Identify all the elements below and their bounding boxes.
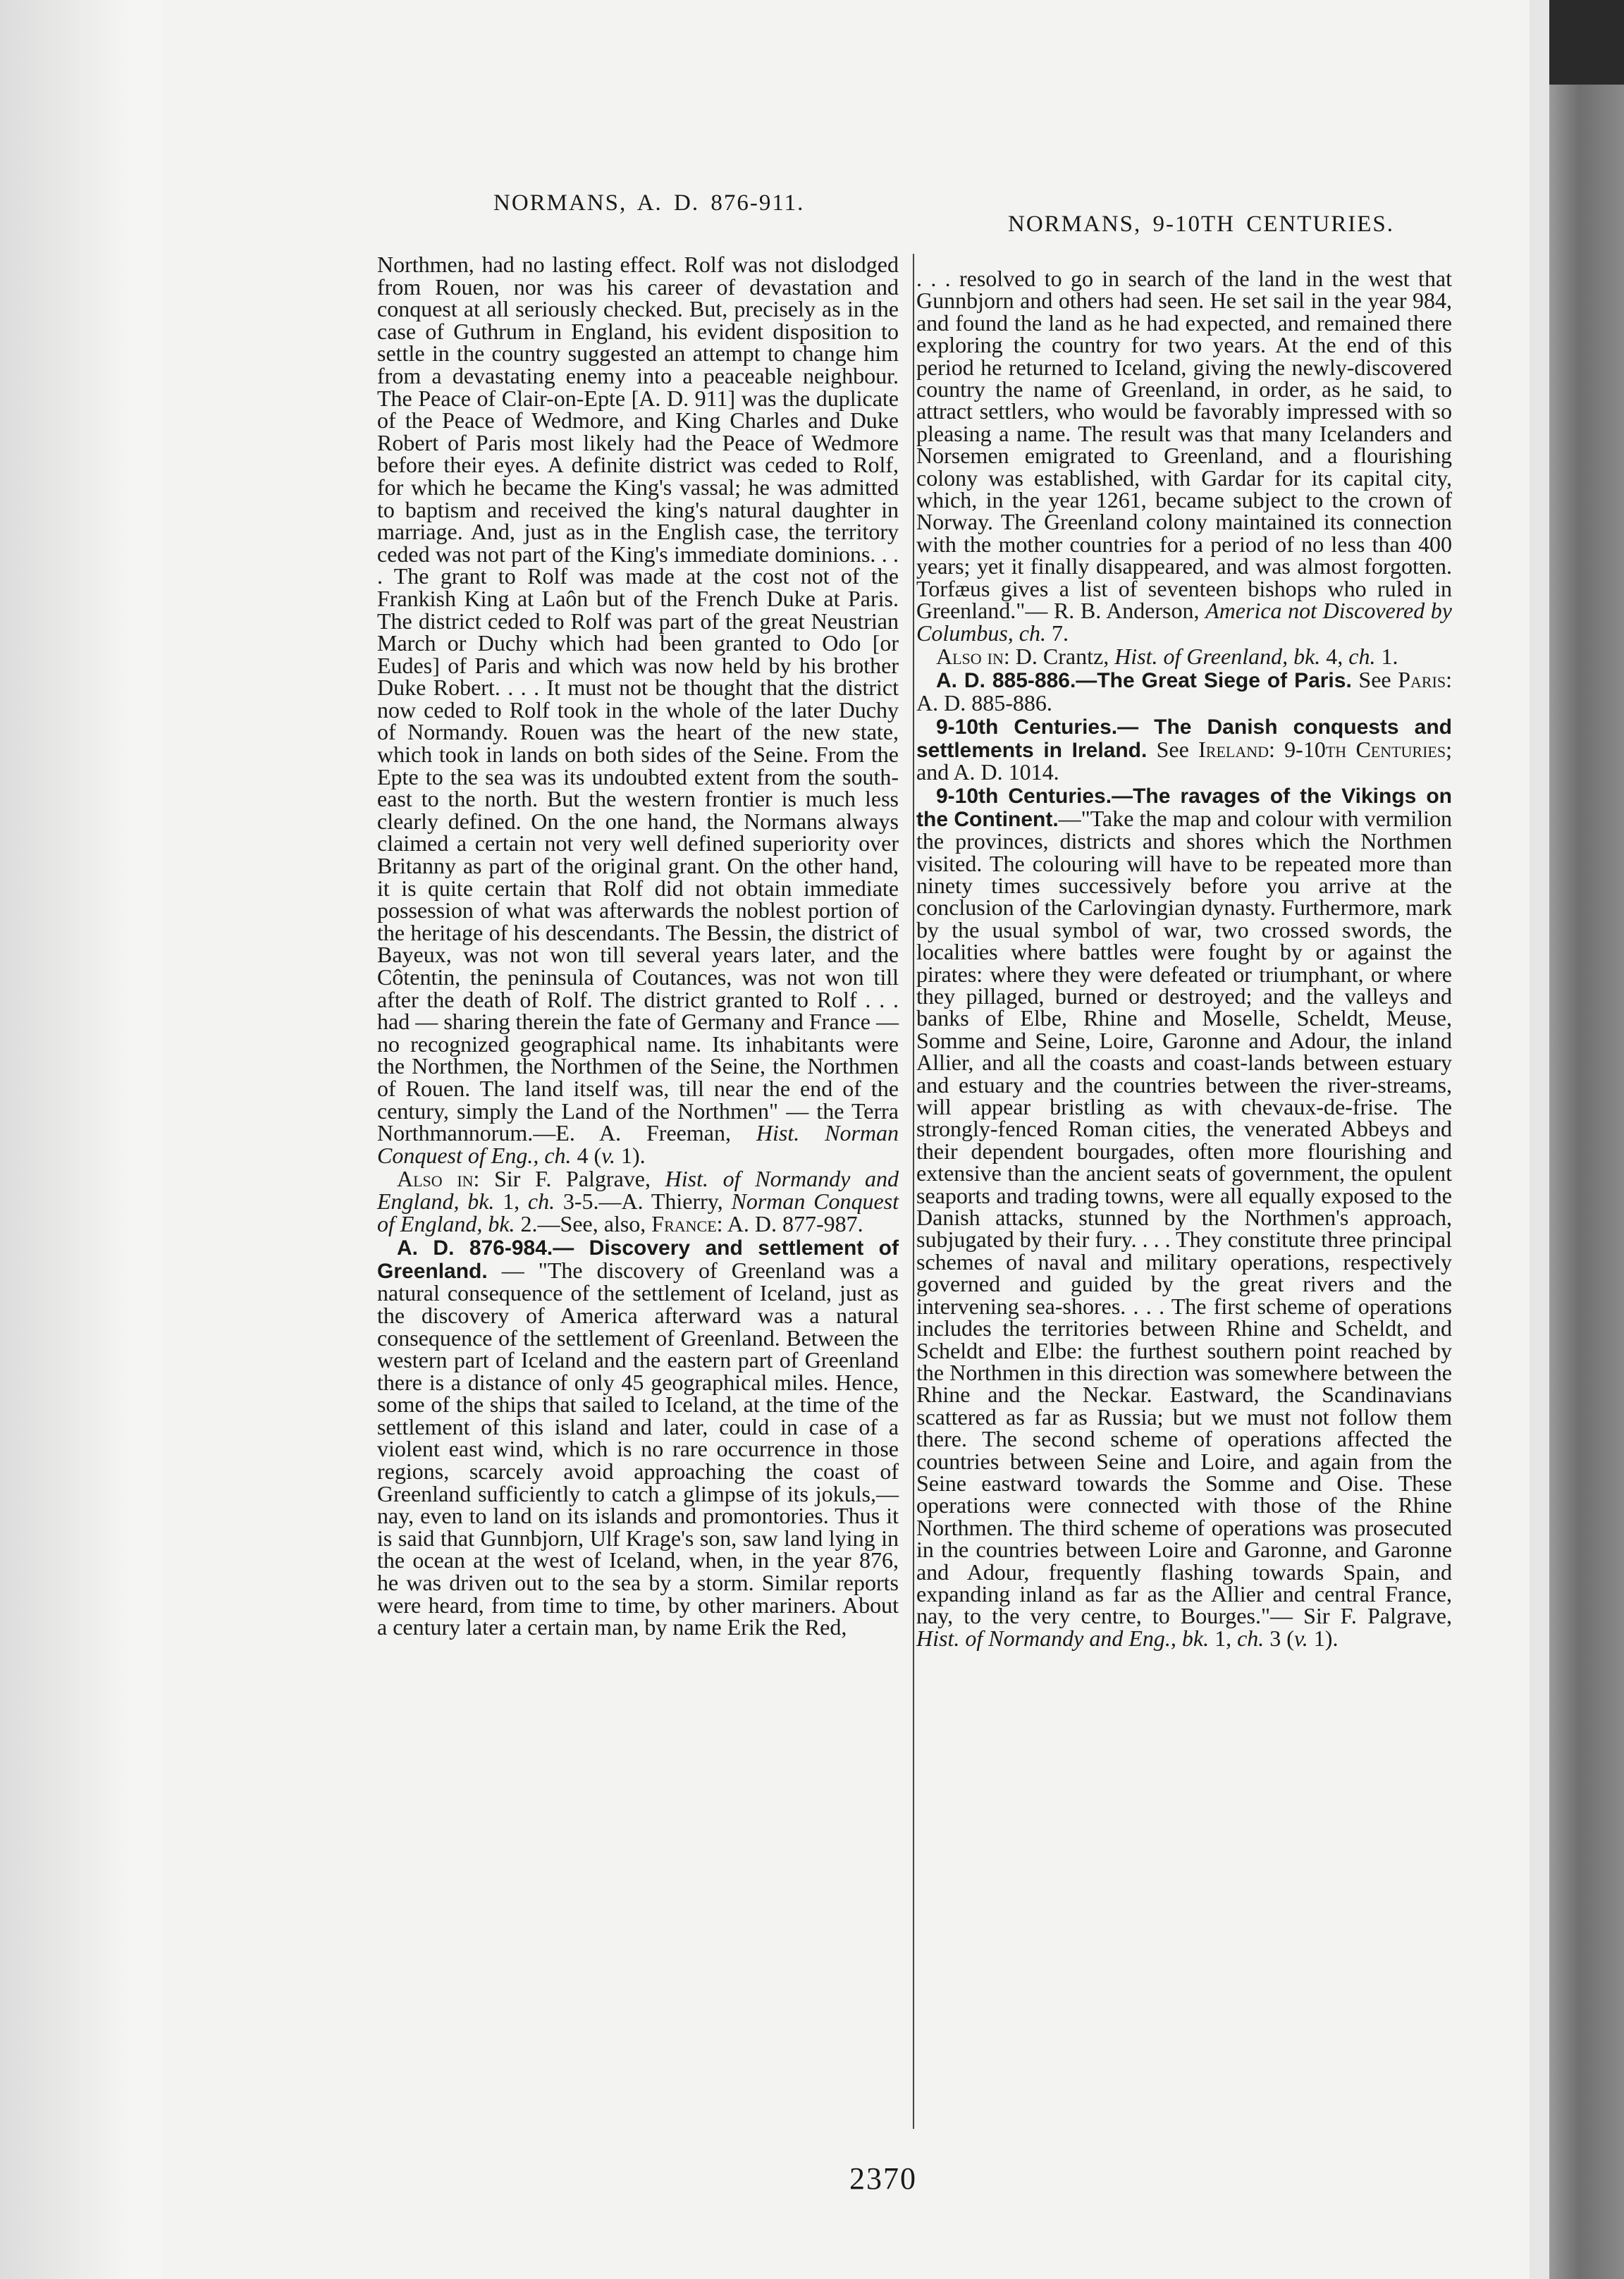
page-edge-light [1530, 0, 1549, 2279]
entry-heading: A. D. 876-984.— Discovery and settlement of Greenland. [377, 1236, 899, 1283]
running-header-left: NORMANS, A. D. 876-911. [493, 190, 805, 216]
paragraph: . . . resolved to go in search of the land in the west that Gunnbjorn and others had seen. He set sail in the year 984, and found the land as he had expected, and remained there exploring the country for two years. At the end of this period he returned to Iceland, giving the newly-discovered country the name of Greenland, in order, as he said, to attract settlers, who would be favorably impressed with so pleasing a name. The result was that many Icelanders and Norsemen emigrated to Greenland, and a flourishing colony was established, with Gardar for its capital city, which, in the year 1261, became subject to the crown of Norway. The Greenland colony maintained its connection with the mother countries for a period of no less than 400 years; yet it finally disappeared, and was almost forgotten. Torfæus gives a list of seventeen bishops who ruled in Greenland."— R. B. Anderson, America not Discovered by Columbus, ch. 7. [916, 266, 1453, 646]
entry-heading: 9-10th Centuries.— The Danish conquests and settlements in Ireland. [916, 715, 1452, 762]
running-header-right: NORMANS, 9-10TH CENTURIES. [1008, 211, 1395, 237]
page-edge-dark [1549, 0, 1624, 2279]
column-rule [913, 254, 914, 2129]
page-gutter-shadow [0, 0, 162, 2279]
scan-corner [1549, 0, 1624, 85]
also-in-paragraph: Also in: Sir F. Palgrave, Hist. of Normandy and England, bk. 1, ch. 3-5.—A. Thierry, Norman Conquest of England, bk. 2.—See, also, France: A. D. 877-987. [377, 1166, 899, 1236]
entry-siege-of-paris: A. D. 885-886.—The Great Siege of Paris. See Paris: A. D. 885-886. [916, 667, 1452, 715]
entry-heading: 9-10th Centuries.—The ravages of the Vikings on the Continent. [916, 785, 1452, 831]
entry-greenland: A. D. 876-984.— Discovery and settlement of Greenland. — "The discovery of Greenland was a natural consequence of the settlement of Iceland, just as the discovery of America afterward was a natural consequence of the settlement of Greenland. Between the western part of Iceland and the eastern part of Greenland there is a distance of only 45 geographical miles. Hence, some of the ships that sailed to Iceland, at the time of the settlement of this island and later, could in case of a violent east wind, which is no rare occurrence in those regions, scarcely avoid approaching the coast of Greenland sufficiently to catch a glimpse of its jokuls,— nay, even to land on its islands and promontories. Thus it is said that Gunnbjorn, Ulf Krage's son, saw land lying in the ocean at the west of Iceland, when, in the year 876, he was driven out to the sea by a storm. Similar reports were heard, from time to time, by other mariners. About a century later a certain man, by name Erik the Red, [377, 1236, 899, 1640]
also-in-paragraph: Also in: D. Crantz, Hist. of Greenland, bk. 4, ch. 1. [936, 643, 1398, 669]
entry-danish-ireland: 9-10th Centuries.— The Danish conquests and settlements in Ireland. See Ireland: 9-10th Centuries; and A. D. 1014. [916, 715, 1453, 785]
entry-heading: A. D. 885-886.—The Great Siege of Paris. [936, 669, 1352, 693]
left-column [377, 254, 899, 1640]
right-column [916, 268, 1452, 1651]
paragraph: Northmen, had no lasting effect. Rolf was not dislodged from Rouen, nor was his career of devastation and conquest at all seriously checked. But, precisely as in the case of Guthrum in England, his evident disposition to settle in the country suggested an attempt to change him from a devastating enemy into a peaceable neighbour. The Peace of Clair-on-Epte [A. D. 911] was the duplicate of the Peace of Wedmore, and King Charles and Duke Robert of Paris most likely had the Peace of Wedmore before their eyes. A definite district was ceded to Rolf, for which he became the King's vassal; he was admitted to baptism and received the king's natural daughter in marriage. And, just as in the English case, the territory ceded was not part of the King's immediate dominions. . . . The grant to Rolf was made at the cost not of the Frankish King at Laôn but of the French Duke at Paris. The district ceded to Rolf was part of the great Neustrian March or Duchy which had been granted to Odo [or Eudes] of Paris and which was now held by his brother Duke Robert. . . . It must not be thought that the district now ceded to Rolf took in the whole of the later Duchy of Normandy. Rouen was the heart of the new state, which took in lands on both sides of the Seine. From the Epte to the sea was its undoubted extent from the south-east to the north. But the western frontier is much less clearly defined. On the one hand, the Normans always claimed a certain not very well defined superiority over Britanny as part of the original grant. On the other hand, it is quite certain that Rolf did not obtain immediate possession of what was afterwards the noblest portion of the heritage of his descendants. The Bessin, the district of Bayeux, was not won till several years later, and the Côtentin, the peninsula of Coutances, was not won till after the death of Rolf. The district granted to Rolf . . . had — sharing therein the fate of Germany and France — no recognized geographical name. Its inhabitants were the Northmen, the Northmen of the Seine, the Northmen of Rouen. The land itself was, till near the end of the century, simply the Land of the Northmen" — the Terra Northmannorum.—E. A. Freeman, Hist. Norman Conquest of Eng., ch. 4 (v. 1). [377, 252, 899, 1168]
page-number: 2370 [849, 2161, 917, 2196]
entry-vikings-continent: 9-10th Centuries.—The ravages of the Vikings on the Continent.—"Take the map and colour with vermilion the provinces, districts and shores which the Northmen visited. The colouring will have to be repeated more than ninety times successively before you arrive at the conclusion of the Carlovingian dynasty. Furthermore, mark by the usual symbol of war, two crossed swords, the localities where battles were fought by or against the pirates: where they were defeated or triumphant, or where they pillaged, burned or destroyed; and the valleys and banks of Elbe, Rhine and Moselle, Scheldt, Meuse, Somme and Seine, Loire, Garonne and Adour, the inland Allier, and all the coasts and coast-lands between estuary and estuary and the countries between the river-streams, will appear bristling as with chevaux-de-frise. The strongly-fenced Roman cities, the venerated Abbeys and their dependent bourgades, often more flourishing and extensive than the ancient seats of government, the opulent seaports and trading towns, were all equally exposed to the Danish attacks, stunned by the Northmen's approach, subjugated by their fury. . . . They constitute three principal schemes of naval and military operations, respectively governed and guided by the great rivers and the intervening sea-shores. . . . The first scheme of operations includes the territories between Rhine and Scheldt, and Scheldt and Elbe: the furthest southern point reached by the Northmen in this direction was somewhere between the Rhine and the Neckar. Eastward, the Scandinavians scattered as far as Russia; but we must not follow them there. The second scheme of operations affected the countries between Seine and Loire, and again from the Seine eastward towards the Somme and Oise. These operations were connected with those of the Rhine Northmen. The third scheme of operations was prosecuted in the countries between Loire and Garonne, and Garonne and Adour, frequently flashing towards Spain, and expanding inland as far as the Allier and central France, nay, to the very centre, to Bourges."— Sir F. Palgrave, Hist. of Normandy and Eng., bk. 1, ch. 3 (v. 1). [916, 785, 1452, 1651]
